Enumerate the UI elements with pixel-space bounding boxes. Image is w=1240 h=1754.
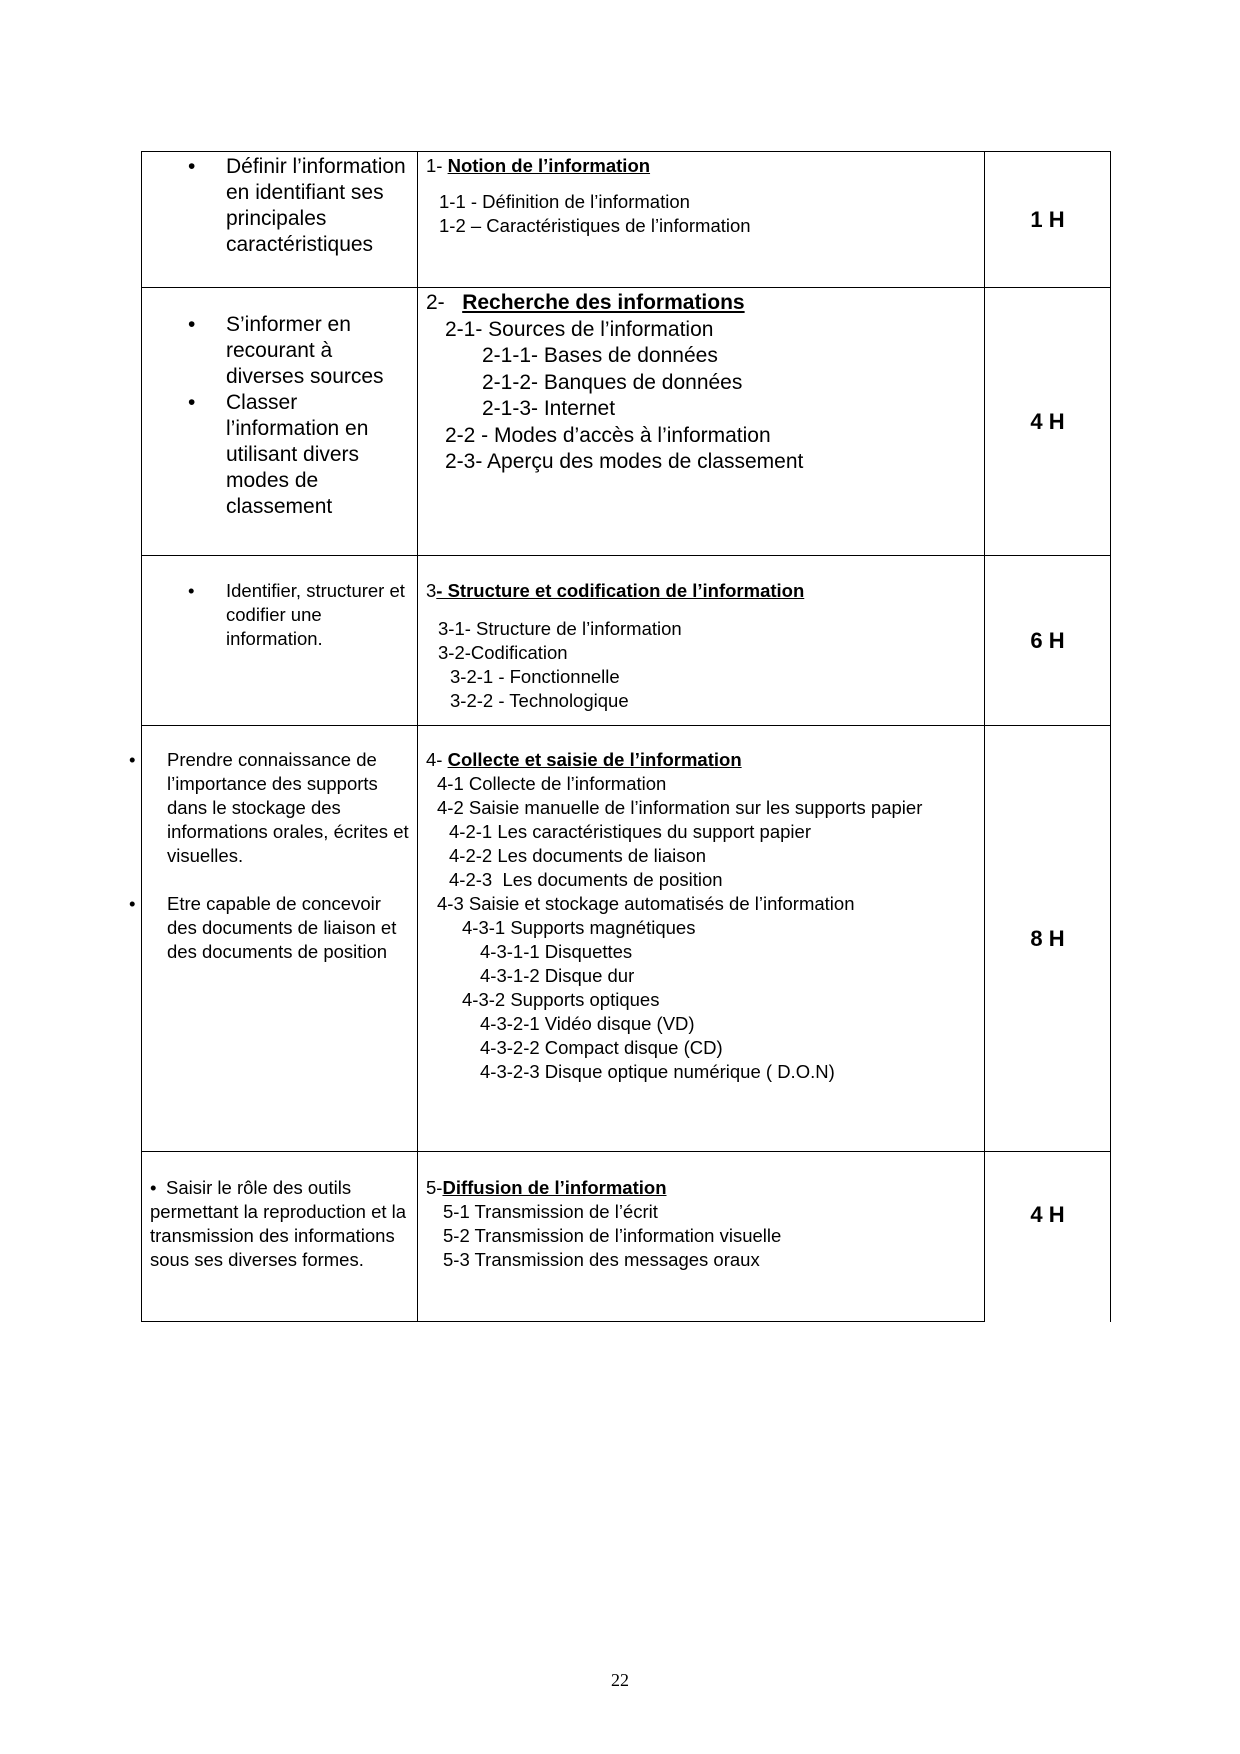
hours-cell: 8 H [985, 726, 1111, 1152]
objective-item: • Définir l’information en identifiant ses principales caractéristiques [226, 154, 411, 258]
table-row [142, 726, 1111, 1152]
content-line: 4-3-2 Supports optiques [462, 989, 660, 1010]
content-line: 4-3-2-3 Disque optique numérique ( D.O.N) [480, 1061, 835, 1082]
content-line: 5-1 Transmission de l’écrit [443, 1201, 658, 1222]
objectives-list [142, 556, 417, 651]
table-row [142, 288, 1111, 556]
content-line: 4-3 Saisie et stockage automatisés de l’information [437, 893, 855, 914]
objective-item: • S’informer en recourant à diverses sources [226, 312, 411, 390]
content-line: 2-1- Sources de l’information [445, 317, 714, 341]
hours-cell: 4 H [985, 288, 1111, 556]
content-line: 3-2-2 - Technologique [450, 690, 629, 711]
objectives-cell [142, 1152, 418, 1322]
hours-cell: 1 H [985, 152, 1111, 288]
table-row [142, 1152, 1111, 1322]
section-heading: 5-Diffusion de l’information [426, 1177, 667, 1198]
objective-item: • Saisir le rôle des outils permettant la reproduction et la transmission des informations sous ses diverses formes. [150, 1177, 407, 1270]
objectives-cell [142, 556, 418, 726]
section-heading: 3- Structure et codification de l’information [426, 580, 805, 601]
table-row [142, 556, 1111, 726]
objectives-list [142, 726, 417, 964]
content-line: 1-2 – Caractéristiques de l’information [439, 215, 751, 236]
content-line: 4-3-1-2 Disque dur [480, 965, 635, 986]
objective-item: • Classer l’information en utilisant divers modes de classement [226, 390, 411, 520]
content-line: 2-1-1- Bases de données [482, 344, 718, 367]
bullet-icon: • [150, 1177, 157, 1198]
content-line: 2-2 - Modes d’accès à l’information [445, 423, 771, 447]
content-line: 4-3-2-2 Compact disque (CD) [480, 1037, 723, 1058]
table-row [142, 152, 1111, 288]
content-cell [418, 556, 985, 726]
content-line: 2-1-2- Banques de données [482, 370, 743, 394]
page-number: 22 [611, 1670, 629, 1690]
objectives-list [142, 152, 417, 258]
content-line: 2-1-3- Internet [482, 397, 616, 420]
hours-cell: 4 H [985, 1152, 1111, 1322]
content-line: 5-3 Transmission des messages oraux [443, 1249, 760, 1270]
content-cell [418, 288, 985, 556]
content-line: 4-2-1 Les caractéristiques du support papier [449, 821, 811, 842]
program-table [141, 151, 1111, 1322]
section-heading: 2- Recherche des informations [426, 291, 745, 314]
objective-item: • Prendre connaissance de l’importance des supports dans le stockage des informations orales, écrites et visuelles. [167, 748, 411, 868]
section-heading: 4- Collecte et saisie de l’information [426, 749, 742, 770]
section-heading: 1- Notion de l’information [426, 155, 651, 176]
hours-cell: 6 H [985, 556, 1111, 726]
objective-item: • Identifier, structurer et codifier une information. [226, 579, 411, 651]
content-line: 4-1 Collecte de l’information [437, 773, 667, 794]
content-line: 1-1 - Définition de l’information [439, 191, 690, 212]
content-line: 4-2-3 Les documents de position [449, 869, 723, 890]
content-line: 3-1- Structure de l’information [438, 618, 682, 639]
content-line: 3-2-Codification [438, 642, 568, 663]
objectives-list [142, 1152, 417, 1272]
content-line: 3-2-1 - Fonctionnelle [450, 666, 620, 687]
content-line: 5-2 Transmission de l’information visuelle [443, 1225, 782, 1246]
content-line: 4-3-1-1 Disquettes [480, 941, 633, 962]
content-line: 4-2-2 Les documents de liaison [449, 845, 707, 866]
content-line: 4-3-2-1 Vidéo disque (VD) [480, 1013, 695, 1034]
objectives-list [142, 288, 417, 520]
objectives-cell [142, 288, 418, 556]
objectives-cell [142, 726, 418, 1152]
content-line: 2-3- Aperçu des modes de classement [445, 450, 804, 473]
content-cell [418, 1152, 985, 1322]
content-cell [418, 152, 985, 288]
content-line: 4-2 Saisie manuelle de l’information sur les supports papier [437, 797, 923, 818]
content-cell [418, 726, 985, 1152]
content-line: 4-3-1 Supports magnétiques [462, 917, 696, 938]
objective-item: • Etre capable de concevoir des documents de liaison et des documents de position [167, 892, 411, 964]
objectives-cell [142, 152, 418, 288]
